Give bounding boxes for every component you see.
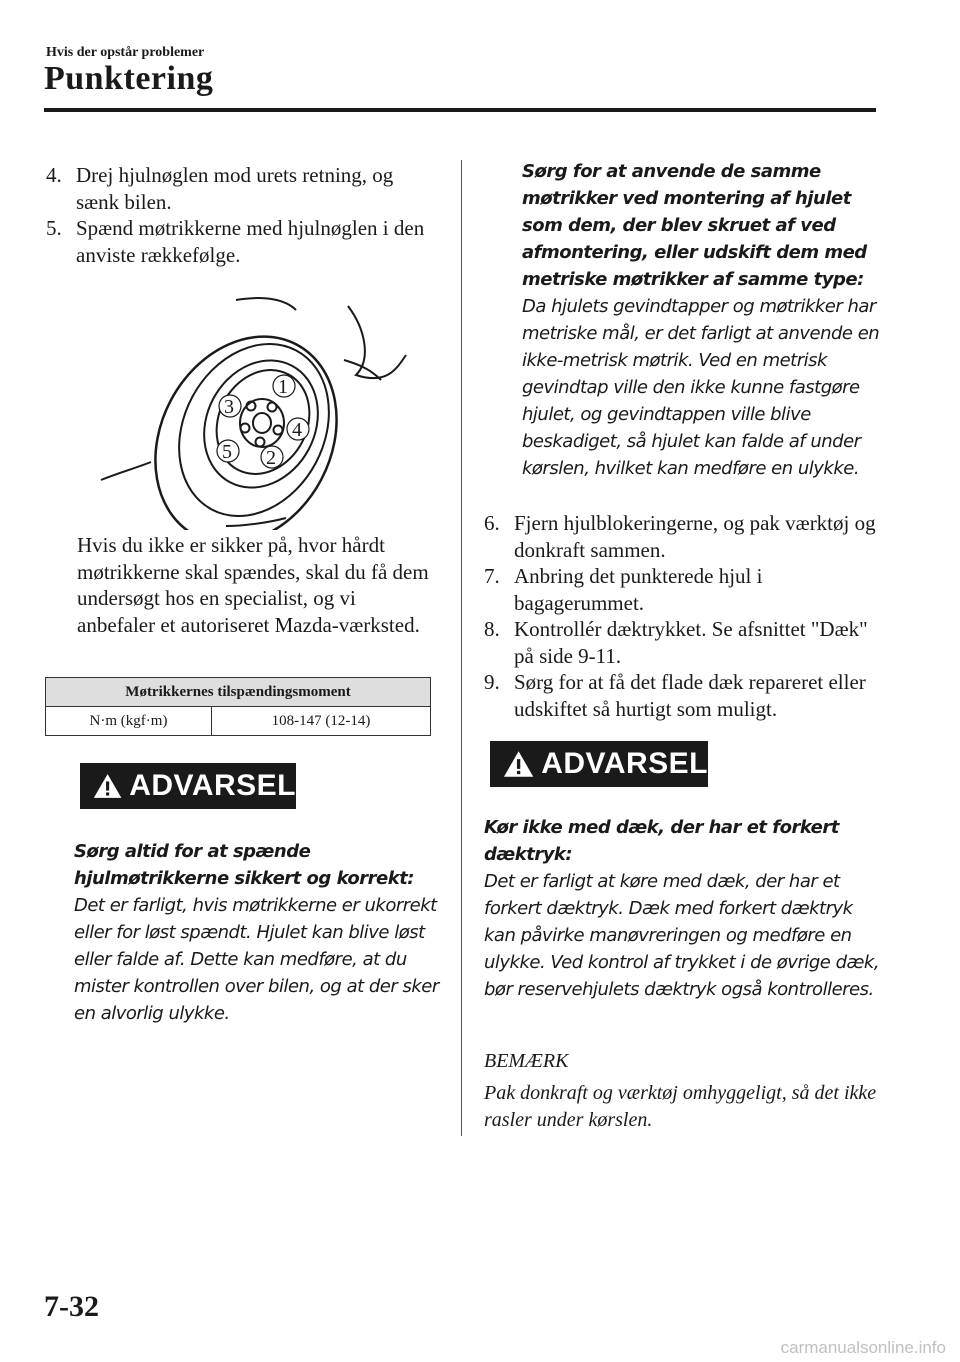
step-7: 7. Anbring det punkterede hjul i bagagerummet. xyxy=(484,564,763,615)
warning-continued xyxy=(484,158,884,482)
left-steps xyxy=(46,162,440,268)
warning-heading: Kør ikke med dæk, der har et forkert dæktryk: xyxy=(484,817,839,865)
warning-cont-heading: Sørg for at anvende de samme møtrikker ved montering af hjulet som dem, der blev skruet af ved afmontering, eller udskift dem med metriske møtrikker af samme type: xyxy=(522,161,867,290)
column-divider xyxy=(461,160,462,1136)
warning-label: ADVARSEL xyxy=(129,769,296,802)
tire-tightening-diagram xyxy=(96,290,416,530)
right-steps xyxy=(484,510,884,722)
step-4: 4. Drej hjulnøglen mod urets retning, og sænk bilen. xyxy=(46,163,394,214)
note-title: BEMÆRK xyxy=(484,1050,569,1072)
warning-text-left xyxy=(74,838,454,1027)
warning-banner-left xyxy=(80,763,296,809)
note-text: Pak donkraft og værktøj omhyggeligt, så det ikke rasler under kørslen. xyxy=(484,1082,877,1131)
step-6: 6. Fjern hjulblokeringerne, og pak værktøj og donkraft sammen. xyxy=(484,511,876,562)
warning-body: Det er farligt at køre med dæk, der har et forkert dæktryk. Dæk med forkert dæktryk kan påvirke manøvreringen og medføre en ulykke. Ved kontrol af trykket i de øvrige dæk, bør reservehjulets dæktryk også kontrolleres. xyxy=(484,871,880,1000)
warning-triangle-icon xyxy=(502,749,535,779)
nut-label-5: 5 xyxy=(222,441,232,463)
warning-label: ADVARSEL xyxy=(541,747,708,780)
nut-label-4: 4 xyxy=(292,419,302,441)
torque-value: 108-147 (12-14) xyxy=(212,707,431,736)
warning-cont-body: Da hjulets gevindtapper og møtrikker har metriske mål, er det farligt at anvende en ikke-metrisk møtrik. Ved en metrisk gevindtap ville den ikke kunne fastgøre hjulet, og gevindtappen ville blive beskadiget, så hjulet kan falde af under kørslen, hvilket kan medføre en ulykke. xyxy=(522,296,880,479)
section-label: Hvis der opstår problemer xyxy=(46,45,205,60)
warning-triangle-icon xyxy=(92,771,123,801)
warning-banner-right xyxy=(490,741,708,787)
nut-label-1: 1 xyxy=(278,376,288,398)
watermark: carmanualsonline.info xyxy=(780,1338,946,1357)
torque-table-header: Møtrikkernes tilspændingsmoment xyxy=(46,678,431,707)
step-8: 8. Kontrollér dæktrykket. Se afsnittet "Dæk" på side 9-11. xyxy=(484,617,868,668)
page-title: Punktering xyxy=(44,60,214,97)
nut-label-3: 3 xyxy=(224,396,234,418)
torque-table xyxy=(45,677,431,736)
warning-text-right xyxy=(484,814,884,1003)
warning-heading: Sørg altid for at spænde hjulmøtrikkerne sikkert og korrekt: xyxy=(74,841,415,889)
title-rule xyxy=(44,108,876,112)
step-9: 9. Sørg for at få det flade dæk repareret eller udskiftet så hurtigt som muligt. xyxy=(484,670,866,721)
step-5: 5. Spænd møtrikkerne med hjulnøglen i den anviste rækkefølge. xyxy=(46,216,425,267)
page-number: 7-32 xyxy=(44,1290,99,1323)
nut-label-2: 2 xyxy=(266,447,276,469)
warning-body: Det er farligt, hvis møtrikkerne er ukorrekt eller for løst spændt. Hjulet kan blive løst eller falde af. Dette kan medføre, at du mister kontrollen over bilen, og at der sker en alvorlig ulykke. xyxy=(74,895,439,1024)
torque-unit: N·m (kgf·m) xyxy=(46,707,212,736)
torque-advice: Hvis du ikke er sikker på, hvor hårdt møtrikkerne skal spændes, skal du få dem undersøgt hos en specialist, og vi anbefaler et autoriseret Mazda-værksted. xyxy=(77,533,429,637)
